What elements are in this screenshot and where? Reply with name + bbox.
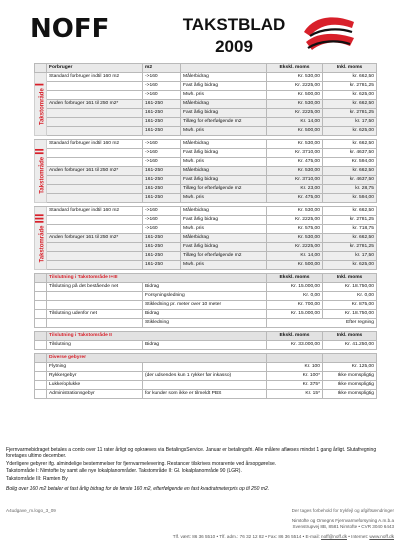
web-prefix: • Internet:: [348, 534, 369, 539]
price-incl-cell: kr. 17,50: [323, 252, 377, 261]
fee-name-cell: Flytning: [47, 363, 143, 372]
table-row: [35, 261, 377, 270]
header-excl-vat: Ekskl. moms: [267, 64, 323, 73]
m2-cell: 161-250: [143, 185, 181, 194]
contact-phones: Tlf. vært: 86 36 5510 • Tlf. adm.: 76 32 12 82 • Fax: 86 36 5514 • E-mail:: [172, 534, 320, 539]
m2-cell: 161-250: [143, 176, 181, 185]
price-excl-cell: Kr. 530,00: [267, 234, 323, 243]
fee-name-cell: Rykkergebyr: [47, 372, 143, 381]
zone-label-cell: [32, 140, 47, 203]
noff-logo-icon: [300, 12, 358, 56]
m2-cell: ->160: [143, 140, 181, 149]
fee-excl-cell: Kr. 375*: [267, 381, 323, 390]
section-header-row: [35, 354, 377, 363]
price-excl-cell: Kr. 2225,00: [267, 82, 323, 91]
zone-blank-cell: [35, 363, 47, 372]
m2-cell: ->160: [143, 225, 181, 234]
fee-excl-cell: Kr. 100*: [267, 372, 323, 381]
consumer-cell: Anden forbruger 161 til 250 m2*: [47, 100, 143, 109]
price-incl-cell: kr. 2781,25: [323, 216, 377, 225]
m2-cell: ->160: [143, 91, 181, 100]
section-col-excl: Ekskl. moms: [267, 332, 323, 341]
price-excl-cell: Kr. 33.000,00: [267, 341, 323, 350]
consumer-cell: [47, 225, 143, 234]
table-row: [35, 158, 377, 167]
connection-item-cell: Bidrag: [143, 283, 267, 292]
item-cell: Målerbidrag: [181, 167, 267, 176]
tariff-table-wrapper: [34, 63, 376, 399]
price-excl-cell: Kr. 530,00: [267, 100, 323, 109]
item-cell: Målerbidrag: [181, 140, 267, 149]
zone-numeral: II: [32, 148, 46, 155]
price-excl-cell: Kr. 475,00: [267, 158, 323, 167]
consumer-cell: [47, 185, 143, 194]
zone-blank-cell: [35, 381, 47, 390]
m2-cell: ->160: [143, 149, 181, 158]
tariff-table: [34, 63, 377, 399]
price-excl-cell: Kr. 15.000,00: [267, 310, 323, 319]
price-incl-cell: Kr. 594,00: [323, 158, 377, 167]
table-row: [35, 341, 377, 350]
zone-label: [32, 213, 46, 263]
item-cell: Tillæg for efterfølgende m2: [181, 252, 267, 261]
table-row: [35, 390, 377, 399]
table-row: [35, 252, 377, 261]
fee-excl-cell: Kr. 100: [267, 363, 323, 372]
m2-cell: 161-250: [143, 252, 181, 261]
price-incl-cell: kr. 625,00: [323, 261, 377, 270]
price-excl-cell: Kr. 0,00: [267, 292, 323, 301]
price-incl-cell: Kr. 18.750,00: [323, 283, 377, 292]
m2-cell: ->160: [143, 207, 181, 216]
table-row: [35, 216, 377, 225]
m2-cell: ->160: [143, 82, 181, 91]
table-row: [35, 207, 377, 216]
document-title: [178, 14, 290, 58]
price-excl-cell: Kr. 15.000,00: [267, 283, 323, 292]
consumer-cell: [47, 158, 143, 167]
m2-cell: 161-250: [143, 243, 181, 252]
section-col-incl: [323, 354, 377, 363]
section-zone-blank: [35, 332, 47, 341]
zone-numeral: III: [32, 213, 46, 224]
price-excl-cell: Kr. 23,00: [267, 185, 323, 194]
m2-cell: 161-250: [143, 109, 181, 118]
price-excl-cell: Kr. 14,00: [267, 252, 323, 261]
price-incl-cell: kr. 662,50: [323, 234, 377, 243]
item-cell: Fast årlig bidrag: [181, 216, 267, 225]
fee-incl-cell: Kr. 125,00: [323, 363, 377, 372]
zone-blank-cell: [35, 341, 47, 350]
section-col-excl: [267, 354, 323, 363]
table-row: [35, 234, 377, 243]
section-col-excl: Ekskl. moms: [267, 274, 323, 283]
zone-label-cell: [32, 73, 47, 136]
consumer-cell: Standard forbruger indtil 160 m2: [47, 73, 143, 82]
fee-name-cell: Lukke/oplukke: [47, 381, 143, 390]
m2-cell: 161-250: [143, 100, 181, 109]
price-incl-cell: kr. 2781,25: [323, 243, 377, 252]
item-cell: Mwh. pris: [181, 127, 267, 136]
price-incl-cell: kr. 625,00: [323, 91, 377, 100]
table-row: [35, 372, 377, 381]
price-incl-cell: kr. 4637,50: [323, 176, 377, 185]
price-incl-cell: kr. 662,50: [323, 100, 377, 109]
address-line-2: Svenstrupvej 8B, 8581 Nimtofte • CVR 3040 6443: [292, 524, 394, 529]
m2-cell: 161-250: [143, 127, 181, 136]
zone-label-text: Takstområde: [39, 156, 45, 194]
item-cell: Fast årlig bidrag: [181, 149, 267, 158]
zone-numeral: I: [32, 82, 46, 87]
price-incl-cell: Kr. 0,00: [323, 292, 377, 301]
item-cell: Fast årlig bidrag: [181, 176, 267, 185]
table-row: [35, 167, 377, 176]
table-row: [35, 127, 377, 136]
table-row: [35, 381, 377, 390]
price-incl-cell: Kr. 41.250,00: [323, 341, 377, 350]
fee-incl-cell: Ikke momspligtig: [323, 390, 377, 399]
item-cell: Mwh. pris: [181, 225, 267, 234]
table-row: [35, 310, 377, 319]
item-cell: Mwh. pris: [181, 91, 267, 100]
table-row: [35, 283, 377, 292]
fee-note-cell: [143, 363, 267, 372]
tariff-body: [32, 73, 377, 399]
table-header-row: [35, 64, 377, 73]
item-cell: Tillæg for efterfølgende m2: [181, 118, 267, 127]
zone-blank-cell: [35, 319, 47, 328]
consumer-cell: [47, 109, 143, 118]
zone-blank-cell: [35, 283, 47, 292]
table-row: [35, 363, 377, 372]
fee-note-cell: (der udsendes kun 1 rykker før inkasso): [143, 372, 267, 381]
table-row: [35, 185, 377, 194]
table-row: [35, 292, 377, 301]
price-incl-cell: Kr. 18.750,00: [323, 310, 377, 319]
table-row: [35, 91, 377, 100]
consumer-cell: [47, 176, 143, 185]
consumer-cell: Standard forbruger indtil 160 m2: [47, 140, 143, 149]
consumer-cell: [47, 216, 143, 225]
section-zone-blank: [35, 354, 47, 363]
m2-cell: ->160: [143, 158, 181, 167]
contact-line: [6, 534, 394, 539]
price-excl-cell: Kr. 3710,00: [267, 149, 323, 158]
title-line-1: TAKSTBLAD: [182, 15, 286, 34]
table-row: [35, 194, 377, 203]
price-excl-cell: Kr. 475,00: [267, 194, 323, 203]
price-excl-cell: Kr. 530,00: [267, 73, 323, 82]
price-excl-cell: Kr. 500,00: [267, 261, 323, 270]
price-excl-cell: Kr. 500,00: [267, 127, 323, 136]
price-incl-cell: kr. 17,50: [323, 118, 377, 127]
table-row: [35, 73, 377, 82]
price-incl-cell: kr. 4637,50: [323, 149, 377, 158]
table-row: [35, 118, 377, 127]
address-line-1: Nimtofte og Omegns Fjernvarmeforsyning A.m.b.a: [291, 518, 394, 523]
brand-name: NOFF: [30, 14, 110, 44]
consumer-cell: Anden forbruger 161 til 250 m2*: [47, 167, 143, 176]
price-excl-cell: Kr. 14,00: [267, 118, 323, 127]
connection-item-cell: Stikledning: [143, 319, 267, 328]
company-address: [230, 518, 394, 530]
zone-blank-cell: [35, 310, 47, 319]
price-excl-cell: Kr. 2225,00: [267, 109, 323, 118]
consumer-cell: Standard forbruger indtil 160 m2: [47, 207, 143, 216]
price-incl-cell: kr. 662,50: [323, 207, 377, 216]
m2-cell: ->160: [143, 73, 181, 82]
header-item: [181, 64, 267, 73]
item-cell: Målerbidrag: [181, 100, 267, 109]
price-excl-cell: Kr. 500,00: [267, 91, 323, 100]
fee-name-cell: Administrationsgebyr: [47, 390, 143, 399]
connection-note-cell: Efter regning: [267, 319, 377, 328]
connection-type-cell: [47, 319, 143, 328]
item-cell: Mwh. pris: [181, 158, 267, 167]
table-row: [35, 319, 377, 328]
connection-type-cell: Tilslutning: [47, 341, 143, 350]
zone-label: [32, 148, 46, 194]
item-cell: Mwh. pris: [181, 194, 267, 203]
consumer-cell: [47, 82, 143, 91]
table-row: [35, 243, 377, 252]
m2-cell: 161-250: [143, 234, 181, 243]
consumer-cell: [47, 261, 143, 270]
price-excl-cell: Kr. 530,00: [267, 167, 323, 176]
note-area-rule: Bolig over 160 m2 betaler et fast årlig bidrag for de første 160 m2, efterfølgende en fast kvadratmeterpris op til 250 m2.: [6, 486, 270, 493]
document-reference: A4udgave_m.logo_3_09: [6, 508, 56, 513]
zone-label: [32, 82, 46, 126]
consumer-cell: Anden forbruger 161 til 250 m2*: [47, 234, 143, 243]
price-excl-cell: Kr. 3710,00: [267, 176, 323, 185]
print-disclaimer: Der tages forbehold for trykfejl og afgiftsændringer: [291, 508, 394, 513]
note-zones: Takstområde I: Nimtofte by samt alle nye lokalplanområder. Takstområde II: Gl. lokalplanområde 90 (LGR).: [6, 468, 242, 475]
price-excl-cell: Kr. 575,00: [267, 225, 323, 234]
price-excl-cell: Kr. 700,00: [267, 301, 323, 310]
price-excl-cell: Kr. 530,00: [267, 140, 323, 149]
m2-cell: ->160: [143, 216, 181, 225]
header-incl-vat: Inkl. moms: [323, 64, 377, 73]
connection-type-cell: [47, 301, 143, 310]
connection-type-cell: Tilslutning udenfor net: [47, 310, 143, 319]
table-row: [35, 140, 377, 149]
zone-blank-cell: [35, 390, 47, 399]
table-row: [35, 109, 377, 118]
item-cell: Mwh. pris: [181, 261, 267, 270]
fee-excl-cell: Kr. 15*: [267, 390, 323, 399]
zone-blank-cell: [35, 301, 47, 310]
section-col-incl: Inkl. moms: [323, 332, 377, 341]
section-col-incl: Inkl. moms: [323, 274, 377, 283]
item-cell: Målerbidrag: [181, 73, 267, 82]
section-header-row: [35, 332, 377, 341]
header-consumer: Forbruger: [47, 64, 143, 73]
item-cell: Målerbidrag: [181, 234, 267, 243]
header-zone-blank: [35, 64, 47, 73]
zone-label-text: Takstområde: [39, 88, 45, 126]
consumer-cell: [47, 91, 143, 100]
zone-label-cell: [32, 207, 47, 270]
table-row: [35, 149, 377, 158]
fee-note-cell: [143, 381, 267, 390]
price-incl-cell: kr. 2781,25: [323, 109, 377, 118]
price-incl-cell: kr. 718,75: [323, 225, 377, 234]
fee-note-cell: for kunder som ikke er tilmeldt PBS: [143, 390, 267, 399]
m2-cell: 161-250: [143, 167, 181, 176]
section-header-row: [35, 274, 377, 283]
zone-label-text: Takstområde: [39, 225, 45, 263]
section-title: Tilslutning i Takstområde II: [47, 332, 267, 341]
consumer-cell: [47, 118, 143, 127]
item-cell: Tillæg for efterfølgende m2: [181, 185, 267, 194]
connection-item-cell: Forsyningsledning: [143, 292, 267, 301]
item-cell: Fast årlig bidrag: [181, 243, 267, 252]
price-excl-cell: Kr. 2225,00: [267, 216, 323, 225]
price-incl-cell: kr. 662,50: [323, 167, 377, 176]
m2-cell: 161-250: [143, 194, 181, 203]
price-incl-cell: kr. 662,50: [323, 140, 377, 149]
header-m2: m2: [143, 64, 181, 73]
title-line-2: 2009: [215, 37, 253, 56]
table-row: [35, 100, 377, 109]
connection-type-cell: Tilslutning på det bestående net: [47, 283, 143, 292]
consumer-cell: [47, 149, 143, 158]
section-title: Diverse gebyrer: [47, 354, 267, 363]
consumer-cell: [47, 127, 143, 136]
price-excl-cell: Kr. 2225,00: [267, 243, 323, 252]
connection-item-cell: Bidrag: [143, 310, 267, 319]
price-excl-cell: Kr. 530,00: [267, 207, 323, 216]
section-zone-blank: [35, 274, 47, 283]
table-row: [35, 225, 377, 234]
notes-section: [6, 447, 396, 493]
zone-blank-cell: [35, 292, 47, 301]
price-incl-cell: kr. 594,00: [323, 194, 377, 203]
m2-cell: 161-250: [143, 261, 181, 270]
price-incl-cell: Kr. 875,00: [323, 301, 377, 310]
table-row: [35, 301, 377, 310]
fee-incl-cell: Ikke momspligtig: [323, 372, 377, 381]
table-row: [35, 82, 377, 91]
price-incl-cell: kr. 625,00: [323, 127, 377, 136]
table-row: [35, 176, 377, 185]
item-cell: Fast årlig bidrag: [181, 109, 267, 118]
note-zone-iii: Takstområde III: Ramten By: [6, 475, 68, 482]
zone-blank-cell: [35, 372, 47, 381]
connection-item-cell: Bidrag: [143, 341, 267, 350]
item-cell: Fast årlig bidrag: [181, 82, 267, 91]
connection-type-cell: [47, 292, 143, 301]
price-incl-cell: kr. 662,50: [323, 73, 377, 82]
consumer-cell: [47, 252, 143, 261]
consumer-cell: [47, 243, 143, 252]
section-title: Tilslutning i Takstområde I+III: [47, 274, 267, 283]
item-cell: Målerbidrag: [181, 207, 267, 216]
fee-incl-cell: Ikke momspligtig: [323, 381, 377, 390]
website-link[interactable]: www.noff.dk: [369, 534, 394, 539]
note-fees: Yderligere gebyrer ifg. almindelige bestemmelser for fjernvarmelevering. Restancer tilskrives morarente ved årsopgørelse.: [6, 460, 277, 467]
price-incl-cell: kr. 2781,25: [323, 82, 377, 91]
m2-cell: 161-250: [143, 118, 181, 127]
email-link[interactable]: noff@noff.dk: [321, 534, 347, 539]
price-incl-cell: kr. 28,75: [323, 185, 377, 194]
consumer-cell: [47, 194, 143, 203]
connection-item-cell: Stikledning pr. meter over 10 meter: [143, 301, 267, 310]
note-billing: Fjernvarmebidraget betales a conto over 11 rater årligt og opkræves via BetalingsService. Januar er betalingsfri. Alle målere aflæses mindst 1 gang årligt. Slutafregning foretages ultimo december.: [6, 447, 377, 460]
